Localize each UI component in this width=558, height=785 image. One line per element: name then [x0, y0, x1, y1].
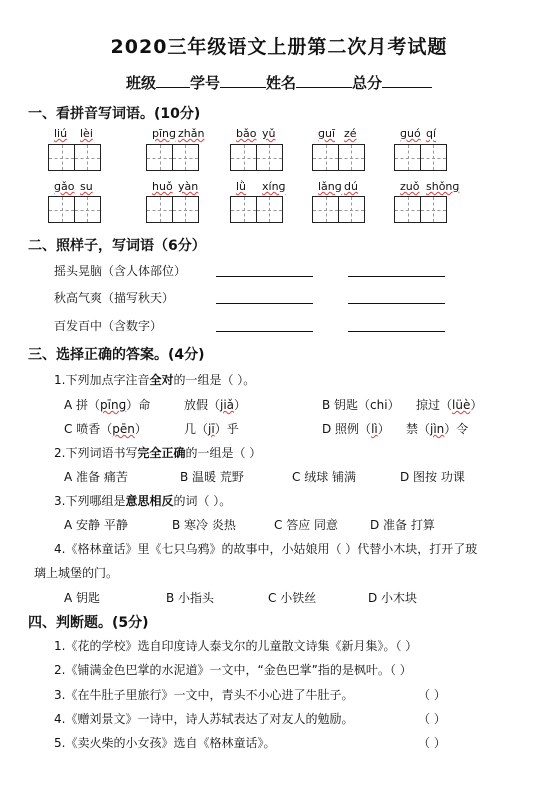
class-label: 班级: [125, 74, 156, 92]
example-1-blank-2[interactable]: [348, 276, 445, 277]
writing-cell[interactable]: [172, 144, 199, 171]
pinyin-text: pīnɡ: [152, 127, 176, 140]
name-label: 姓名: [266, 74, 297, 92]
student-info-line: [0, 72, 558, 93]
judge-item-3-paren[interactable]: （ ）: [418, 688, 446, 702]
writing-grid-8: [230, 196, 281, 223]
question-1-option-c[interactable]: C 喷香（pēn）: [64, 422, 147, 436]
question-3-stem: 3.下列哪组是意思相反的词（ ）。: [54, 494, 232, 508]
pinyin-syllable: [400, 180, 419, 193]
pinyin-syllable: [426, 180, 459, 193]
judge-item-4-paren[interactable]: （ ）: [418, 712, 446, 726]
pinyin-text: shǒnɡ: [426, 180, 460, 193]
writing-cell[interactable]: [172, 196, 199, 223]
writing-cell[interactable]: [146, 196, 173, 223]
section-1-heading: 一、看拼音写词语。(10分): [28, 106, 201, 122]
page-title: 2020三年级语文上册第二次月考试题: [110, 36, 448, 58]
pinyin-syllable: [262, 127, 275, 140]
judge-item-2[interactable]: 2.《铺满金色巴掌的水泥道》一文中，“金色巴掌”指的是枫叶。（ ）: [54, 663, 412, 677]
pinyin-text: xínɡ: [262, 180, 286, 193]
judge-item-5[interactable]: 5.《卖火柴的小女孩》选自《格林童话》。: [54, 736, 276, 750]
writing-grid-7: [146, 196, 197, 223]
example-2-blank-1[interactable]: [216, 303, 313, 304]
writing-cell[interactable]: [394, 144, 421, 171]
judge-item-4[interactable]: 4.《赠刘景文》一诗中，诗人苏轼表达了对友人的勉励。: [54, 712, 354, 726]
pinyin-text: yàn: [178, 180, 199, 193]
writing-grid-4: [312, 144, 363, 171]
writing-cell[interactable]: [230, 144, 257, 171]
writing-cell[interactable]: [338, 144, 365, 171]
writing-cell[interactable]: [312, 196, 339, 223]
pinyin-text: bǎo: [236, 127, 257, 140]
writing-cell[interactable]: [48, 144, 75, 171]
writing-cell[interactable]: [146, 144, 173, 171]
question-1-option-b2: 掠过（lüè）: [416, 398, 483, 412]
pinyin-text: huǒ: [152, 180, 173, 193]
writing-cell[interactable]: [420, 144, 447, 171]
pinyin-text: lèi: [80, 127, 93, 140]
score-label: 总分: [352, 74, 383, 92]
pinyin-text: qí: [426, 127, 437, 140]
judge-item-3[interactable]: 3.《在牛肚子里旅行》一文中，青头不小心进了牛肚子。: [54, 688, 354, 702]
question-1-option-c2: 几（jī）乎: [184, 422, 239, 436]
question-4-stem-cont: 璃上城堡的门。: [34, 566, 119, 580]
judge-item-5-paren[interactable]: （ ）: [418, 736, 446, 750]
question-3-option-b[interactable]: B 寒冷 炎热: [172, 518, 236, 532]
example-1: 摇头晃脑（含人体部位）: [54, 264, 187, 278]
question-4-stem: 4.《格林童话》里《七只乌鸦》的故事中，小姑娘用（ ）代替小木块，打开了玻: [54, 542, 478, 556]
question-2-option-a[interactable]: A 准备 痛苦: [64, 470, 128, 484]
question-4-option-d[interactable]: D 小木块: [368, 591, 418, 605]
example-3-blank-1[interactable]: [216, 331, 313, 332]
writing-grid-3: [230, 144, 281, 171]
pinyin-syllable: [236, 127, 256, 140]
question-4-option-a[interactable]: A 钥匙: [64, 591, 101, 605]
section-3-heading: 三、选择正确的答案。(4分): [28, 347, 205, 363]
score-blank[interactable]: [382, 72, 432, 88]
example-2-blank-2[interactable]: [348, 303, 445, 304]
pinyin-syllable: [262, 180, 286, 193]
question-1-option-b[interactable]: B 钥匙（chi）: [322, 398, 400, 412]
question-4-option-b[interactable]: B 小指头: [166, 591, 215, 605]
pinyin-text: lǎnɡ: [318, 180, 342, 193]
question-1-option-a2: 放假（jiǎ）: [184, 398, 247, 412]
pinyin-syllable: [318, 180, 342, 193]
pinyin-syllable: [54, 180, 74, 193]
question-1-stem: 1.下列加点字注音全对的一组是（ ）。: [54, 373, 256, 387]
writing-cell[interactable]: [420, 196, 447, 223]
writing-cell[interactable]: [256, 196, 283, 223]
pinyin-syllable: [80, 127, 93, 140]
pinyin-syllable: [400, 127, 421, 140]
question-1-option-d2: 禁（jìn）令: [406, 422, 469, 436]
pinyin-text: zuǒ: [400, 180, 420, 193]
question-3-option-d[interactable]: D 准备 打算: [370, 518, 435, 532]
class-blank[interactable]: [156, 72, 190, 88]
writing-grid-6: [48, 196, 99, 223]
question-4-option-c[interactable]: C 小铁丝: [268, 591, 317, 605]
pinyin-syllable: [178, 127, 204, 140]
question-1-option-a[interactable]: A 拼（pīnɡ）命: [64, 398, 151, 412]
name-blank[interactable]: [296, 72, 352, 88]
id-label: 学号: [189, 74, 220, 92]
writing-grid-5: [394, 144, 445, 171]
writing-cell[interactable]: [230, 196, 257, 223]
pinyin-text: ɡuó: [400, 127, 421, 140]
question-3-option-c[interactable]: C 答应 同意: [274, 518, 339, 532]
writing-cell[interactable]: [338, 196, 365, 223]
pinyin-text: lǜ: [236, 180, 247, 193]
question-2-option-d[interactable]: D 图按 功课: [400, 470, 465, 484]
pinyin-syllable: [344, 127, 357, 140]
pinyin-text: ɡǎo: [54, 180, 75, 193]
pinyin-syllable: [178, 180, 198, 193]
pinyin-syllable: [152, 180, 173, 193]
example-1-blank-1[interactable]: [216, 276, 313, 277]
writing-grid-2: [146, 144, 197, 171]
writing-grid-9: [312, 196, 363, 223]
question-1-option-d[interactable]: D 照例（lì）: [322, 422, 390, 436]
pinyin-syllable: [318, 127, 335, 140]
writing-cell[interactable]: [394, 196, 421, 223]
question-2-option-c[interactable]: C 绒球 铺满: [292, 470, 357, 484]
example-2: 秋高气爽（描写秋天）: [54, 291, 175, 305]
example-3-blank-2[interactable]: [348, 331, 445, 332]
writing-cell[interactable]: [312, 144, 339, 171]
writing-cell[interactable]: [48, 196, 75, 223]
writing-grid-1: [48, 144, 99, 171]
pinyin-syllable: [54, 127, 67, 140]
pinyin-text: dú: [344, 180, 358, 193]
pinyin-text: su: [80, 180, 93, 193]
question-3-option-a[interactable]: A 安静 平静: [64, 518, 128, 532]
section-2-heading: 二、照样子，写词语（6分）: [28, 238, 206, 254]
pinyin-text: zhǎn: [178, 127, 205, 140]
pinyin-syllable: [426, 127, 436, 140]
pinyin-text: liú: [54, 127, 68, 140]
judge-item-1[interactable]: 1.《花的学校》选自印度诗人泰戈尔的儿童散文诗集《新月集》。（ ）: [54, 639, 418, 653]
writing-cell[interactable]: [74, 144, 101, 171]
writing-cell[interactable]: [256, 144, 283, 171]
pinyin-syllable: [152, 127, 176, 140]
writing-cell[interactable]: [74, 196, 101, 223]
writing-grid-10: [394, 196, 445, 223]
id-blank[interactable]: [220, 72, 266, 88]
pinyin-syllable: [80, 180, 93, 193]
pinyin-syllable: [236, 180, 246, 193]
pinyin-syllable: [344, 180, 358, 193]
pinyin-text: zé: [344, 127, 357, 140]
section-4-heading: 四、判断题。(5分): [28, 615, 149, 631]
example-3: 百发百中（含数字）: [54, 319, 163, 333]
question-2-stem: 2.下列词语书写完全正确的一组是（ ）: [54, 446, 262, 460]
question-2-option-b[interactable]: B 温暖 荒野: [180, 470, 244, 484]
pinyin-text: ɡuī: [318, 127, 336, 140]
pinyin-text: yǔ: [262, 127, 276, 140]
